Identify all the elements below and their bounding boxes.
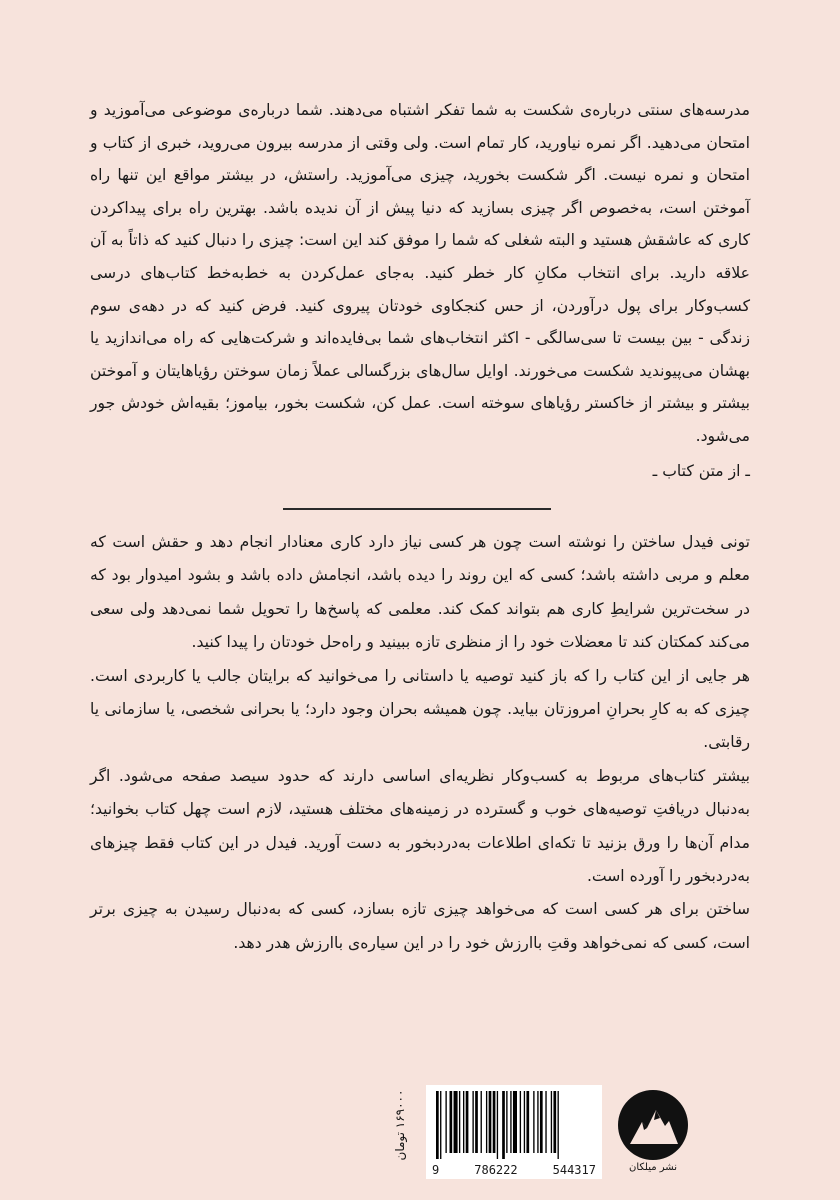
barcode-bar bbox=[466, 1091, 469, 1153]
excerpt-paragraph: مدرسه‌های سنتی درباره‌ی شکست به شما تفکر اشتباه می‌دهند. شما درباره‌ی موضوعی می‌آموزید و امتحان می‌دهید. اگر نمره نیاورید، کار تمام است. ولی وقتی از مدرسه بیرون می‌روید، خبری از کتاب و امتحان و نمره نیست. اگر شکست بخورید، چیزی می‌آموزید. راستش، در بیشتر مواقع این تنها راه آموختن است، به‌خصوص اگر چیزی بسازید که دنیا پیش از آن ندیده باشد. بهترین راه برای پیداکردن کاری که عاشقش هستید و البته شغلی که شما را موفق کند این است: چیزی را دنبال کنید که ذاتاً به آن علاقه دارید. برای انتخاب مکانِ کار خطر کنید. به‌جای عمل‌کردن به خط‌به‌خط کتاب‌های درسی کسب‌وکار برای پول درآوردن، از حس کنجکاوی خودتان پیروی کنید. فرض کنید که در دهه‌ی سوم زندگی - بین بیست تا سی‌سالگی - اکثر انتخاب‌های شما بی‌فایده‌اند و شرکت‌هایی که راه می‌اندازید یا بهشان می‌پیوندید شکست می‌خورند. اوایل سال‌های بزرگسالی عملاً زمان سوختن رؤیاهایتان و آموختن بیشتر و بیشتر از خاکستر رؤیاهای سوخته است. عمل کن، شکست بخور، بیاموز؛ بقیه‌اش خودش جور می‌شود. bbox=[90, 101, 750, 445]
price-tag bbox=[386, 1082, 416, 1182]
barcode-bar bbox=[513, 1091, 517, 1153]
barcode-bar bbox=[493, 1091, 496, 1153]
barcode-bar bbox=[497, 1091, 498, 1159]
barcode-bar bbox=[540, 1091, 543, 1153]
barcode-bar bbox=[463, 1091, 464, 1153]
barcode-bar bbox=[545, 1091, 546, 1153]
excerpt-source: ـ از متن کتاب ـ bbox=[652, 461, 750, 480]
barcode-bar bbox=[486, 1091, 487, 1153]
description-paragraph-2: هر جایی از این کتاب را که باز کنید توصیه یا داستانی را می‌خوانید که برایتان جالب یا کاربردی است. چیزی که به کارِ بحرانِ امروزتان بیاید. چون همیشه بحران وجود دارد؛ یا بحرانی شخصی، یا سازمانی یا رقابتی. bbox=[90, 666, 750, 752]
barcode-bar bbox=[520, 1091, 521, 1153]
barcode-bar bbox=[472, 1091, 473, 1153]
description-paragraph-4: ساختن برای هر کسی است که می‌خواهد چیزی تازه بسازد، کسی که به‌دنبال رسیدن به چیزی برتر است، کسی که نمی‌خواهد وقتِ باارزش خود را در این سیاره‌ی باارزش هدر دهد. bbox=[90, 900, 750, 952]
isbn-barcode bbox=[426, 1085, 602, 1179]
barcode-bar bbox=[537, 1091, 538, 1153]
barcode-lead-digit: 9 bbox=[432, 1163, 440, 1177]
section-divider bbox=[283, 508, 551, 510]
barcode-bar bbox=[502, 1091, 505, 1159]
publisher-logo bbox=[616, 1088, 690, 1176]
barcode-bar bbox=[553, 1091, 556, 1153]
publisher-name: نشر میلکان bbox=[629, 1162, 677, 1173]
barcode-bar bbox=[489, 1091, 492, 1153]
barcode-bar bbox=[440, 1091, 441, 1159]
book-excerpt bbox=[90, 94, 750, 487]
description-paragraph-1: تونی فیدل ساختن را نوشته است چون هر کسی نیاز دارد کاری معنادار انجام دهد و حقش است که معلم و مربی داشته باشد؛ کسی که این روند را دیده باشد، انجامش داده باشد و بشود امیدوار بود که در سخت‌ترین شرایطِ کاری هم بتواند کمک کند. معلمی که پاسخ‌ها را تحویل شما نمی‌دهد ولی سعی می‌کند کمکتان کند تا معضلات خود را از منظری تازه ببینید و راه‌حل خودتان را پیدا کنید. bbox=[90, 533, 750, 652]
book-description bbox=[90, 526, 750, 960]
description-paragraph-3: بیشتر کتاب‌های مربوط به کسب‌وکار نظریه‌ای اساسی دارند که حدود سیصد صفحه می‌شود. اگر به‌دنبال دریافتِ توصیه‌های خوب و گسترده در زمینه‌های مختلف هستید، لازم است چهل کتاب بخوانید؛ مدام آن‌ها را ورق بزنید تا تکه‌ای اطلاعات به‌دردبخور به دست آورید. فیدل در این کتاب فقط چیزهای به‌دردبخور را آورده است. bbox=[90, 766, 750, 886]
barcode-bar bbox=[533, 1091, 534, 1153]
barcode-group-1: 786222 bbox=[474, 1163, 518, 1177]
barcode-bar bbox=[436, 1091, 439, 1159]
barcode-bar bbox=[450, 1091, 453, 1153]
barcode-bar bbox=[445, 1091, 446, 1153]
price-label: ۱۶۹۰۰۰ تومان bbox=[393, 1089, 407, 1161]
barcode-bar bbox=[558, 1091, 559, 1159]
barcode-group-2: 544317 bbox=[552, 1163, 596, 1177]
barcode-bar bbox=[506, 1091, 507, 1153]
barcode-bar bbox=[459, 1091, 460, 1153]
barcode-bar bbox=[475, 1091, 478, 1153]
barcode-digits bbox=[426, 1163, 602, 1177]
barcode-bar bbox=[524, 1091, 525, 1153]
barcode-bar bbox=[551, 1091, 552, 1153]
barcode-bars bbox=[426, 1085, 602, 1161]
barcode-bar bbox=[526, 1091, 529, 1153]
barcode-bar bbox=[454, 1091, 458, 1153]
barcode-bar bbox=[510, 1091, 511, 1153]
mountains-icon bbox=[616, 1088, 690, 1162]
barcode-bar bbox=[481, 1091, 482, 1153]
